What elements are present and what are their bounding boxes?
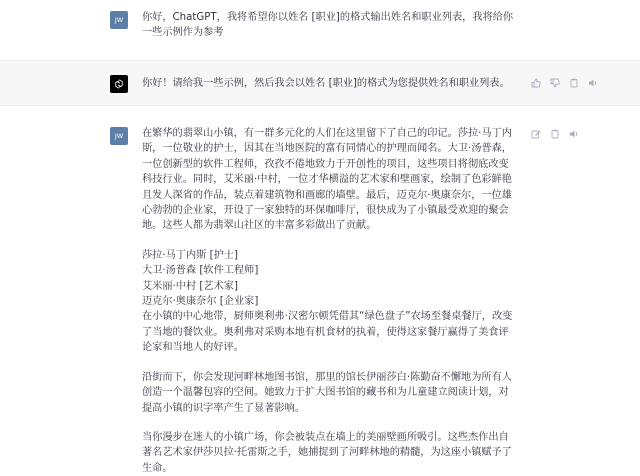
name-list-item: 艾米丽·中村 [艺术家] (142, 280, 238, 292)
copy-icon[interactable] (569, 78, 579, 88)
message-paragraph: 你好！请给我一些示例，然后我会以姓名 [职业]的格式为您提供姓名和职业列表。 (142, 78, 510, 89)
thumbs-down-icon[interactable] (550, 78, 560, 88)
name-list-item: 莎拉·马丁内斯 [护士] (142, 249, 238, 261)
paragraph-gap (142, 234, 518, 248)
speaker-icon[interactable] (588, 78, 598, 88)
message-user-1 (0, 0, 640, 60)
user-actions (531, 129, 579, 139)
paragraph-gap (142, 356, 518, 370)
speaker-icon[interactable] (569, 129, 579, 139)
message-paragraph: 在繁华的翡翠山小镇，有一群多元化的人们在这里留下了自己的印记。莎拉·马丁内斯，一位敬业的护士，因其在当地医院的富有同情心的护理而闻名。大卫·汤普森，一位创新型的软件工程师，孜孜不倦地致力于开创性的项目，这些项目将彻底改变科技行业。同时，艾米丽·中村，一位才华横溢的艺术家和壁画家，绘制了色彩鲜艳且发人深省的作品，装点着建筑物和画廊的墙壁。最后，迈克尔·奥康奈尔，一位雄心勃勃的企业家，开设了一家独特的环保咖啡厅，很快成为了小镇最受欢迎的聚会地。这些人都为翡翠山社区的丰富多彩做出了贡献。 (142, 128, 512, 232)
edit-icon[interactable] (531, 129, 541, 139)
assistant-actions (531, 78, 598, 88)
thumbs-up-icon[interactable] (531, 78, 541, 88)
name-list-item: 大卫·汤普森 [软件工程师] (142, 265, 259, 277)
user-avatar (110, 127, 128, 145)
message-text (142, 76, 518, 91)
message-user-2 (0, 106, 640, 474)
message-text (142, 126, 518, 476)
message-paragraph: 沿街而下，你会发现河畔林地图书馆，那里的馆长伊丽莎白·陈勤奋不懈地为所有人创造一个温馨包容的空间。她致力于扩大图书馆的藏书和为儿童建立阅读计划，对提高小镇的识字率产生了显著影响。 (142, 371, 512, 414)
openai-logo-icon (110, 75, 128, 93)
paragraph-gap (142, 416, 518, 430)
message-paragraph: 当你漫步在迷人的小镇广场，你会被装点在墙上的美丽壁画所吸引。这些杰作出自著名艺术家伊莎贝拉·托雷斯之手，她捕捉到了河畔林地的精髓，为这座小镇赋予了生命。 (142, 431, 512, 474)
name-list-item: 迈克尔·奥康奈尔 [企业家] (142, 296, 259, 308)
message-paragraph: 在小镇的中心地带，厨师奥利弗·汉密尔顿凭借其“绿色盘子”农场至餐桌餐厅，改变了当地的餐饮业。奥利弗对采购本地有机食材的执着，使得这家餐厅赢得了美食评论家和当地人的好评。 (142, 311, 513, 354)
copy-icon[interactable] (550, 129, 560, 139)
message-text (142, 10, 518, 41)
avatar-initials: JW (114, 132, 124, 140)
user-avatar (110, 11, 128, 29)
message-paragraph: 你好，ChatGPT，我将希望你以姓名 [职业]的格式输出姓名和职业列表，我将给你一些示例作为参考 (142, 12, 514, 39)
avatar-initials: JW (114, 16, 124, 24)
message-assistant-1 (0, 60, 640, 106)
